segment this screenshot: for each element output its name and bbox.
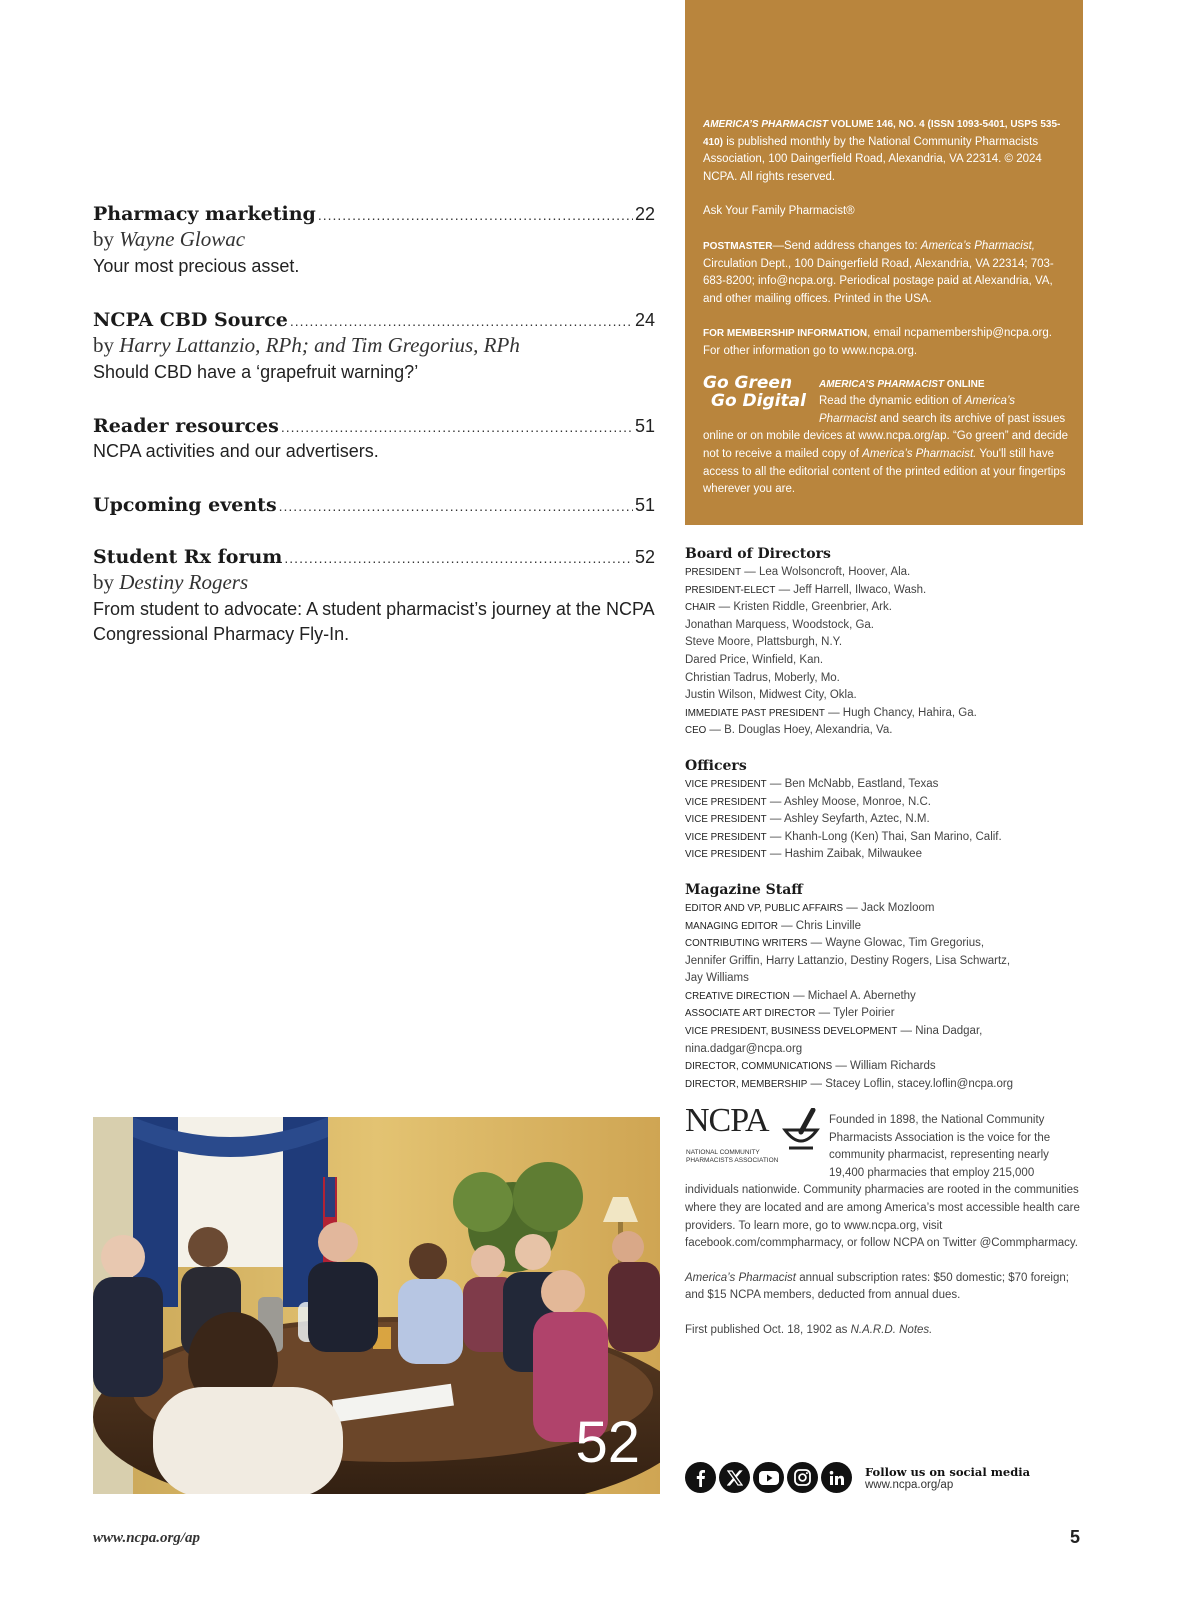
person-name: Jeff Harrell, Ilwaco, Wash.	[793, 583, 927, 596]
toc-entry[interactable]	[93, 546, 655, 647]
officers: Officers VICE PRESIDENT — Ben McNabb, Eastland, Texas VICE PRESIDENT — Ashley Moose, Monroe, N.C. VICE PRESIDENT — Ashley Seyfarth, Aztec, N.M. VICE PRESIDENT — Khanh-Long (Ken) Thai, San Marino, Calif. VICE PRESIDENT — Hashim Zaibak, Milwaukee	[685, 758, 1085, 864]
photo-page-number: 52	[575, 1410, 640, 1475]
postmaster-text-2: Circulation Dept., 100 Daingerfield Road, Alexandria, VA 22314; 703-683-8200; info@ncpa.org. Periodical postage paid at Alexandria, VA, and other mailing offices. Printed in the USA.	[703, 257, 1054, 305]
toc-page-number: 51	[634, 416, 655, 436]
social-media-bar	[685, 1462, 1030, 1493]
person-name: Jonathan Marquess, Woodstock, Ga.	[685, 618, 874, 631]
person-name: Nina Dadgar,	[915, 1025, 983, 1038]
toc-title[interactable]: Reader resources	[93, 415, 279, 437]
person-name: Hashim Zaibak, Milwaukee	[784, 848, 922, 861]
go-green-logo	[703, 374, 811, 414]
role: PRESIDENT-ELECT	[685, 584, 776, 596]
facebook-icon[interactable]	[685, 1462, 716, 1493]
go-green-text: Go Green	[703, 372, 793, 393]
first-published-name: N.A.R.D. Notes.	[850, 1323, 933, 1336]
first-published-text: First published Oct. 18, 1902 as	[685, 1323, 851, 1336]
role: CONTRIBUTING WRITERS	[685, 938, 808, 950]
online-text-3: You'll still have access to all the editorial content of the printed edition at your fingertips wherever you are.	[703, 447, 1066, 496]
postmaster-italic: America’s Pharmacist,	[920, 239, 1035, 252]
instagram-icon[interactable]	[787, 1462, 818, 1493]
toc-byline	[93, 333, 655, 358]
toc-page-number: 22	[634, 204, 655, 224]
toc-page-number: 51	[634, 495, 655, 515]
toc-entry[interactable]	[93, 203, 655, 279]
toc-description: Should CBD have a ‘grapefruit warning?’	[93, 362, 419, 382]
by-word: by	[93, 227, 114, 251]
person-name: Jennifer Griffin, Harry Lattanzio, Destiny Rogers, Lisa Schwartz,	[685, 954, 1011, 967]
online-label-2: ONLINE	[944, 378, 985, 390]
membership-label: FOR MEMBERSHIP INFORMATION	[703, 328, 868, 340]
person-name: Ben McNabb, Eastland, Texas	[784, 777, 939, 790]
subscription-text: annual subscription rates: $50 domestic; $70 foreign; and $15 NCPA members, deducted from annual dues.	[685, 1271, 1069, 1302]
ncpa-logo	[685, 1102, 825, 1168]
online-italic: America’s Pharmacist	[819, 395, 1016, 425]
ncpa-logo-subtitle: NATIONAL COMMUNITY PHARMACISTS ASSOCIATION	[686, 1149, 779, 1164]
person-name: William Richards	[850, 1060, 936, 1073]
person-name: Chris Linville	[795, 919, 861, 932]
magazine-staff: Magazine Staff EDITOR AND VP, PUBLIC AFFAIRS — Jack Mozloom MANAGING EDITOR — Chris Linville CONTRIBUTING WRITERS — Wayne Glowac, Tim Gregorius, Jennifer Griffin, Harry Lattanzio, Destiny Rogers, Lisa Schwartz, Jay Williams CREATIVE DIRECTION — Michael A. Abernethy ASSOCIATE ART DIRECTOR — Tyler Poirier VICE PRESIDENT, BUSINESS DEVELOPMENT — Nina Dadgar, nina.dadgar@ncpa.org DIRECTOR, COMMUNICATIONS — William Richards DIRECTOR, MEMBERSHIP — Stacey Loflin, stacey.loflin@ncpa.org	[685, 882, 1085, 1094]
staff-heading: Magazine Staff	[685, 881, 803, 898]
person-name: Hugh Chancy, Hahira, Ga.	[842, 706, 977, 719]
board-heading: Board of Directors	[685, 546, 831, 562]
person-email[interactable]: nina.dadgar@ncpa.org	[685, 1042, 803, 1055]
toc-title[interactable]: Pharmacy marketing	[93, 203, 316, 225]
role: CEO	[685, 725, 707, 737]
social-url[interactable]: www.ncpa.org/ap	[865, 1478, 954, 1491]
x-icon[interactable]	[719, 1462, 750, 1493]
online-label: AMERICA’S PHARMACIST	[819, 378, 945, 390]
publication-title: AMERICA’S PHARMACIST	[703, 119, 829, 130]
membership-statement	[703, 325, 1071, 360]
ncpa-logo-word: NCPA	[685, 1102, 769, 1139]
role: ASSOCIATE ART DIRECTOR	[685, 1008, 816, 1020]
postmaster-text: —Send address changes to:	[772, 239, 921, 252]
online-text-2: and search its archive of past issues online or on mobile devices at www.ncpa.org/ap. “Go green” and decide not to receive a mailed copy of	[703, 412, 1069, 460]
board-of-directors: Board of Directors PRESIDENT — Lea Wolsoncroft, Hoover, Ala. PRESIDENT-ELECT — Jeff Harrell, Ilwaco, Wash. CHAIR — Kristen Riddle, Greenbrier, Ark. Jonathan Marquess, Woodstock, Ga. Steve Moore, Plattsburgh, N.Y. Dared Price, Winfield, Kan. Christian Tadrus, Moberly, Mo. Justin Wilson, Midwest City, Okla. IMMEDIATE PAST PRESIDENT — Hugh Chancy, Hahira, Ga. CEO — B. Douglas Hoey, Alexandria, Va.	[685, 546, 1085, 740]
toc-author: Destiny Rogers	[119, 570, 249, 594]
toc-page-number: 52	[634, 547, 655, 567]
membership-text: , email ncpamembership@ncpa.org. For other information go to www.ncpa.org.	[703, 327, 1052, 357]
person-name: Steve Moore, Plattsburgh, N.Y.	[685, 636, 843, 649]
dot-leader	[318, 207, 633, 223]
person-name: Christian Tadrus, Moberly, Mo.	[685, 671, 840, 684]
person-name: Tyler Poirier	[833, 1007, 895, 1020]
social-text	[865, 1465, 1030, 1491]
role: CHAIR	[685, 602, 716, 614]
subscription-rates	[685, 1270, 1085, 1305]
youtube-icon[interactable]	[753, 1462, 784, 1493]
toc-entry[interactable]	[93, 494, 655, 516]
go-digital-text: Go Digital	[711, 390, 806, 411]
social-heading: Follow us on social media	[865, 1464, 1031, 1479]
toc-description: NCPA activities and our advertisers.	[93, 441, 379, 461]
person-name: Lea Wolsoncroft, Hoover, Ala.	[758, 566, 911, 578]
person-name: Stacey Loflin, stacey.loflin@ncpa.org	[825, 1077, 1014, 1090]
role: CREATIVE DIRECTION	[685, 990, 790, 1002]
person-name: Michael A. Abernethy	[807, 989, 916, 1002]
dot-leader	[281, 419, 633, 435]
by-word: by	[93, 333, 114, 357]
role: IMMEDIATE PAST PRESIDENT	[685, 707, 825, 719]
mortar-pestle-icon	[781, 1108, 821, 1154]
ncpa-description: Founded in 1898, the National Community Pharmacists Association is the voice for the community pharmacist, representing nearly 19,400 pharmacies that employ 215,000 individuals nationwide. Community pharmacies are rooted in the communities where they are located and are among America’s most accessible health care providers. To learn more, go to www.ncpa.org, visit facebook.com/commpharmacy, or follow NCPA on Twitter @Commpharmacy.	[685, 1114, 1080, 1250]
dot-leader	[279, 498, 633, 514]
table-of-contents	[93, 203, 655, 677]
person-name: Jack Mozloom	[860, 901, 935, 914]
toc-description: Your most precious asset.	[93, 256, 300, 276]
online-text: Read the dynamic edition of	[819, 395, 965, 408]
role: VICE PRESIDENT, BUSINESS DEVELOPMENT	[685, 1026, 898, 1038]
role: PRESIDENT	[685, 567, 742, 578]
toc-description: From student to advocate: A student pharmacist’s journey at the NCPA Congressional Pharmacy Fly-In.	[93, 599, 654, 644]
person-name: Jay Williams	[685, 972, 749, 985]
masthead-box	[685, 0, 1083, 525]
toc-entry[interactable]	[93, 415, 655, 464]
publication-volume: VOLUME 146, NO. 4 (ISSN 1093-5401, USPS 535-410)	[703, 119, 1061, 148]
role: VICE PRESIDENT	[685, 849, 767, 861]
footer-url[interactable]: www.ncpa.org/ap	[93, 1530, 200, 1546]
person-name: Ashley Moose, Monroe, N.C.	[783, 795, 931, 808]
by-word: by	[93, 570, 114, 594]
toc-author: Wayne Glowac	[119, 227, 246, 251]
meeting-photo	[93, 1117, 660, 1494]
toc-author: Harry Lattanzio, RPh; and Tim Gregorius, RPh	[119, 333, 520, 357]
role: VICE PRESIDENT	[685, 778, 767, 790]
masthead-text	[703, 116, 1071, 499]
person-name: Ashley Seyfarth, Aztec, N.M.	[783, 813, 930, 826]
officers-heading: Officers	[685, 757, 747, 774]
toc-title[interactable]: Upcoming events	[93, 494, 277, 516]
dot-leader	[290, 313, 633, 329]
toc-byline	[93, 570, 655, 595]
staff-listing	[685, 546, 1085, 1111]
person-name: Wayne Glowac, Tim Gregorius,	[825, 937, 985, 950]
person-name: B. Douglas Hoey, Alexandria, Va.	[724, 724, 893, 737]
postmaster-label: POSTMASTER	[703, 240, 773, 252]
footer-page-number: 5	[1070, 1527, 1081, 1547]
publication-statement	[703, 116, 1071, 186]
toc-byline	[93, 227, 655, 252]
linkedin-icon[interactable]	[821, 1462, 852, 1493]
person-name: Kristen Riddle, Greenbrier, Ark.	[733, 601, 892, 614]
dot-leader	[284, 550, 633, 566]
role: DIRECTOR, MEMBERSHIP	[685, 1078, 808, 1090]
person-name: Justin Wilson, Midwest City, Okla.	[685, 689, 857, 702]
role: MANAGING EDITOR	[685, 920, 778, 932]
online-italic-2: America’s Pharmacist.	[862, 447, 977, 460]
toc-title[interactable]: Student Rx forum	[93, 546, 283, 568]
role: VICE PRESIDENT	[685, 814, 767, 826]
person-name: Khanh-Long (Ken) Thai, San Marino, Calif.	[784, 830, 1002, 843]
postmaster-statement	[703, 238, 1071, 308]
trademark-line: Ask Your Family Pharmacist®	[703, 205, 855, 218]
first-published	[685, 1322, 1085, 1340]
role: DIRECTOR, COMMUNICATIONS	[685, 1061, 833, 1073]
publication-text: is published monthly by the National Community Pharmacists Association, 100 Daingerfield Road, Alexandria, VA 22314. © 2024 NCPA. All rights reserved.	[703, 135, 1042, 183]
person-name: Dared Price, Winfield, Kan.	[685, 653, 824, 666]
role: EDITOR AND VP, PUBLIC AFFAIRS	[685, 902, 844, 914]
toc-entry[interactable]	[93, 309, 655, 385]
toc-title[interactable]: NCPA CBD Source	[93, 309, 288, 331]
go-green-section	[703, 372, 1071, 499]
role: VICE PRESIDENT	[685, 831, 767, 843]
role: VICE PRESIDENT	[685, 796, 767, 808]
ncpa-about	[685, 1102, 1085, 1357]
publication-name: America’s Pharmacist	[685, 1271, 796, 1284]
toc-page-number: 24	[634, 310, 655, 330]
